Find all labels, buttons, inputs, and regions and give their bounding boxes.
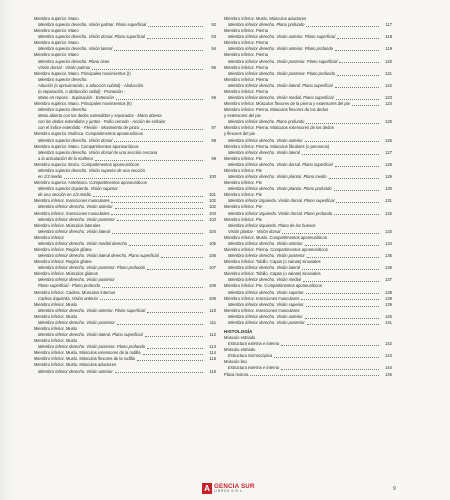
toc-heading: Miembro inferior. Tobillo. Capas (o vainas) sinoviales: [224, 271, 321, 277]
toc-page-number: 139: [385, 295, 392, 301]
toc-page-number: 118: [385, 34, 392, 40]
toc-entry-title: Visión dorsal - Visión palmar: [38, 64, 91, 70]
dot-leader: [301, 298, 379, 300]
toc-page-number: 125: [385, 119, 392, 125]
toc-page-number: 132: [385, 210, 392, 216]
dot-leader: [339, 61, 379, 63]
toc-entry-title: Miembro inferior. Muslo. Músculos flexores de la rodilla: [34, 356, 135, 362]
toc-page-number: 140: [385, 313, 392, 319]
dot-leader: [335, 49, 379, 51]
toc-page-number: 127: [385, 149, 392, 155]
toc-page-number: 119: [385, 46, 392, 52]
toc-entry-title: Miembro inferior derecho. Visión posterior. Plano profundo: [228, 70, 336, 76]
dot-leader: [129, 244, 203, 246]
dot-leader: [147, 311, 203, 313]
dot-leader: [111, 201, 203, 203]
toc-entry: [224, 372, 392, 378]
toc-page-number: 144: [385, 365, 392, 371]
toc-entry-title: Plano superficial - Plano profundo: [38, 283, 101, 289]
toc-entry-title: Miembro inferior derecho. Visión medial: [228, 277, 301, 283]
toc-heading: Miembro superior. Mano: [34, 52, 79, 58]
dot-leader: [305, 244, 379, 246]
toc-subline: Adución (o aproximación, o aducción cubital) - Abducción: [38, 82, 144, 88]
toc-entry-title: Miembro inferior derecho. Visión posterior. Plano superficial: [228, 58, 338, 64]
dot-leader: [147, 37, 203, 39]
toc-page-number: 141: [385, 319, 392, 325]
toc-heading-continuation: Músculo estriado: [224, 347, 256, 353]
toc-entry-title: Miembro inferior derecho. Visión anterior: [38, 368, 113, 374]
dot-leader: [282, 232, 379, 234]
page-number: 9: [393, 486, 396, 492]
publisher-logo: [202, 481, 262, 495]
toc-entry-title: Miembro inferior derecho. Visión dorsal. Plano superficial: [228, 161, 333, 167]
dot-leader: [117, 219, 203, 221]
dot-leader: [337, 37, 379, 39]
toc-page-number: 136: [385, 265, 392, 271]
toc-entry-title: Miembro inferior. Músculos flexores de la pierna y extensores del pie: [224, 101, 350, 107]
toc-page-number: 112: [209, 332, 216, 338]
dot-leader: [305, 140, 379, 142]
toc-heading: Miembro inferior. Pierna. Músculos extensores de los dedos: [224, 125, 334, 131]
dot-leader: [306, 25, 379, 27]
toc-entry-title: Miembro inferior derecho. Visión lateral: [38, 228, 110, 234]
toc-entry-title: Miembro inferior derecho. Visión anterior: [228, 240, 303, 246]
toc-subline: Miembro superior derecho. Visión dorsal de una sección cercana: [38, 149, 158, 155]
toc-heading: Miembro inferior. Pierna: [224, 52, 268, 58]
toc-page-number: 124: [385, 101, 392, 107]
toc-heading: Miembro inferior. Muslo: [34, 338, 78, 344]
toc-entry-title: Miembro superior derecho. Visión palmar. Plano superficial: [38, 22, 147, 28]
toc-entry-title: Estructura externa e interna: [228, 365, 280, 371]
toc-page-number: 97: [211, 125, 216, 131]
toc-page-number: 130: [385, 186, 392, 192]
toc-entry: [34, 369, 216, 375]
toc-page-number: 133: [385, 228, 392, 234]
toc-entry-title: Miembro superior derecho. Visión lateral: [38, 46, 113, 52]
toc-page-number: 145: [385, 371, 392, 377]
dot-leader: [274, 356, 379, 358]
toc-entry-title: Mano en reposo - Supinación - Extensión: [38, 95, 114, 101]
toc-section-heading: HISTOLOGÍA: [224, 328, 253, 334]
toc-subline: Miembro inferior derecho. Visión posterior: [38, 277, 115, 283]
toc-heading: Miembro inferior. Región glútea: [34, 246, 92, 252]
toc-heading: Miembro inferior. Pie. Compartimentos aponeuróticos: [224, 283, 322, 289]
toc-subline: Miembro inferior izquierdo. Plano de los huesos: [228, 222, 316, 228]
toc-page-number: 95: [211, 64, 216, 70]
toc-entry-title: Miembro inferior derecho. Visión medial. Plano superficial: [228, 95, 334, 101]
toc-right-column: [224, 16, 392, 378]
dot-leader: [116, 98, 203, 100]
toc-page-number: 134: [385, 240, 392, 246]
dot-leader: [335, 86, 379, 88]
toc-entry-title: Estructura externa e interna: [228, 341, 280, 347]
toc-entry-title: Miembro inferior. Inserciones musculares: [224, 295, 300, 301]
toc-page-number: 106: [209, 253, 216, 259]
dot-leader: [306, 292, 379, 294]
toc-entry-title: Miembro inferior derecho. Visión anterior. Plano profundo: [228, 46, 333, 52]
toc-page-number: 137: [385, 277, 392, 283]
toc-entry-title: Miembro inferior derecho. Visión plantar. Plano profundo: [228, 186, 332, 192]
toc-page-number: 101: [209, 192, 216, 198]
toc-page-number: 143: [385, 353, 392, 359]
dot-leader: [115, 207, 203, 209]
dot-leader: [137, 359, 203, 361]
toc-entry-title: Miembro inferior derecho. Visión lateral. Plano superficial: [228, 82, 333, 88]
toc-page-number: 98: [211, 137, 216, 143]
toc-page-number: 92: [211, 22, 216, 28]
dot-leader: [92, 68, 203, 70]
toc-entry-title: Miembro inferior derecho. Visión anterior. Plano superficial: [38, 307, 146, 313]
toc-heading-continuation: y flexores del pie: [224, 131, 256, 137]
toc-entry-title: Cadera izquierda. Visión anterior: [38, 295, 99, 301]
dot-leader: [303, 280, 379, 282]
dot-leader: [352, 104, 379, 106]
dot-leader: [114, 49, 203, 51]
toc-entry-title: de una sección en 1/3 medio: [38, 192, 91, 198]
toc-heading: Miembro superior. Mano. Compartimentos aponeuróticos: [34, 143, 139, 149]
toc-heading: Miembro inferior: [34, 234, 64, 240]
toc-heading: Miembro superior. Antebrazo. Compartimentos aponeuróticos: [34, 180, 147, 186]
toc-heading-continuation: y extensores del pie: [224, 113, 261, 119]
toc-heading: Miembro inferior. Muslo: [34, 313, 78, 319]
toc-entry-title: Miembro inferior derecho. Visión anterior: [228, 313, 303, 319]
toc-heading: Miembro inferior. Pierna: [224, 88, 268, 94]
toc-heading-continuation: Músculo estriado: [224, 335, 256, 341]
toc-heading: Miembro inferior. Pierna: [224, 40, 268, 46]
toc-entry: [224, 320, 392, 326]
toc-heading: Miembro inferior. Músculos laterales: [34, 222, 101, 228]
toc-entry-title: Miembro inferior derecho. Visión superior: [228, 301, 304, 307]
dot-leader: [335, 165, 379, 167]
toc-subline: (o separación, o abducción radial) - Pronación -: [38, 88, 126, 94]
toc-page-number: 108: [209, 283, 216, 289]
dot-leader: [145, 335, 203, 337]
toc-heading: Miembro inferior. Muslo: [34, 325, 78, 331]
toc-entry-title: Miembro inferior derecho. Visión posterior: [228, 253, 305, 259]
toc-heading-continuation: Músculo liso: [224, 359, 247, 365]
toc-heading: Miembro inferior. Pierna: [224, 28, 268, 34]
dot-leader: [93, 195, 203, 197]
toc-page-number: 114: [209, 350, 216, 356]
toc-heading: Miembro inferior. Pierna. Músculos flexores de los dedos: [224, 107, 329, 113]
toc-page-number: 103: [209, 210, 216, 216]
toc-page-number: 102: [209, 198, 216, 204]
toc-page-number: 110: [209, 307, 216, 313]
toc-heading: Miembro inferior. Pie: [224, 167, 262, 173]
dot-leader: [117, 323, 203, 325]
toc-heading: Miembro inferior. Muslo. Músculos aductores: [224, 16, 307, 21]
toc-heading: Miembro superior. Mano: [34, 28, 79, 34]
toc-heading: Miembro inferior. Región glútea: [34, 259, 92, 265]
toc-entry-title: Placa motora: [224, 371, 249, 377]
toc-entry-title: Miembro inferior derecho. Visión lateral: [228, 265, 300, 271]
toc-page-number: 126: [385, 137, 392, 143]
toc-entry-title: Miembro inferior derecho. Visión lateral. Plano superficial: [38, 332, 143, 338]
toc-heading: Miembro superior. Mano. Principales movimientos (II): [34, 101, 132, 107]
toc-entry-title: Miembro inferior derecho. Visión posterior: [38, 216, 115, 222]
toc-heading: Miembro inferior. Muslo. Músculos aductores: [34, 362, 117, 368]
dot-leader: [141, 128, 203, 130]
logo-badge: A: [202, 483, 212, 494]
toc-page-number: 96: [211, 95, 216, 101]
dot-leader: [306, 122, 379, 124]
toc-page-number: 105: [209, 240, 216, 246]
toc-page-number: 109: [209, 295, 216, 301]
toc-page-number: 117: [385, 22, 392, 28]
toc-page-number: 115: [209, 356, 216, 362]
toc-heading: Miembro inferior. Muslo. Compartimentos aponeuróticos: [224, 234, 327, 240]
toc-heading: Miembro inferior. Muslo: [34, 301, 78, 307]
toc-heading: Miembro inferior. Pie: [224, 155, 262, 161]
toc-subline: Miembro superior izquierdo. Visión superior: [38, 186, 118, 192]
toc-page-number: 138: [385, 289, 392, 295]
dot-leader: [281, 344, 379, 346]
toc-entry-title: Visión plantar - Visión dorsal: [228, 228, 281, 234]
toc-page-number: 135: [385, 253, 392, 259]
toc-subline: Miembro superior derecho.: [38, 76, 88, 82]
toc-entry-title: Miembro inferior izquierdo. Visión dorsal. Plano profundo: [228, 210, 333, 216]
dot-leader: [147, 347, 203, 349]
dot-leader: [147, 268, 203, 270]
dot-leader: [148, 25, 203, 27]
toc-heading: Miembro inferior. Inserciones musculares: [224, 307, 300, 313]
toc-heading: Miembro inferior. Pie: [224, 192, 262, 198]
toc-heading: Miembro superior. Brazo. Compartimentos aponeuróticos: [34, 161, 139, 167]
toc-page-number: 120: [385, 58, 392, 64]
dot-leader: [336, 98, 379, 100]
toc-entry-title: Miembro inferior. Muslo. Músculos extensores de la rodilla: [34, 350, 141, 356]
toc-page-number: 99: [211, 155, 216, 161]
toc-heading: Miembro superior. Muñeca. Compartimentos aponeuróticos: [34, 131, 143, 137]
dot-leader: [250, 374, 379, 376]
dot-leader: [336, 201, 379, 203]
toc-entry-title: Estructura microscópica: [228, 353, 273, 359]
toc-heading: Miembro inferior. Pie: [224, 204, 262, 210]
toc-heading: Miembro superior. Mano. Principales movimientos (I): [34, 70, 131, 76]
toc-page-number: 116: [209, 368, 216, 374]
toc-page-number: 139: [385, 301, 392, 307]
dot-leader: [111, 213, 203, 215]
toc-page-number: 104: [209, 228, 216, 234]
toc-entry-title: Miembro inferior. Inserciones musculares: [34, 210, 110, 216]
dot-leader: [100, 298, 203, 300]
toc-heading: Miembro inferior. Pierna: [224, 64, 268, 70]
toc-page-number: 93: [211, 34, 216, 40]
logo-name: GENCIA SUR: [214, 482, 255, 490]
toc-page-number: 131: [385, 198, 392, 204]
toc-subline: Miembro superior derecho.: [38, 107, 88, 113]
toc-subline: Mano abierta con los dedos extendidos y separados - Mano abierta: [38, 113, 162, 119]
toc-heading: Miembro inferior. Pie: [224, 216, 262, 222]
toc-entry-title: en 1/3 medio: [38, 174, 62, 180]
toc-entry-title: Miembro inferior derecho. Visión superior: [228, 289, 304, 295]
toc-entry-title: Miembro inferior derecho. Visión posterior. Plano profundo: [38, 344, 146, 350]
toc-entry-title: Miembro inferior derecho. Visión plantar. Plano medio: [228, 174, 327, 180]
toc-page-number: 102: [209, 204, 216, 210]
toc-entry-title: Miembro inferior derecho. Visión anterior. Plano superficial: [228, 34, 336, 40]
toc-heading: Miembro superior. Mano: [34, 16, 79, 21]
dot-leader: [329, 177, 379, 179]
toc-entry-title: a la articulación de la muñeca: [38, 155, 93, 161]
toc-subline: Miembro superior derecho. Visión superior de una sección: [38, 167, 145, 173]
toc-heading: Miembro inferior. Pierna. Compartimentos aponeuróticos: [224, 246, 328, 252]
toc-page-number: 128: [385, 161, 392, 167]
dot-leader: [143, 353, 203, 355]
toc-subline: Miembro superior derecho. Plano óseo: [38, 58, 110, 64]
dot-leader: [112, 232, 203, 234]
dot-leader: [64, 177, 203, 179]
logo-text: [214, 483, 255, 494]
toc-page-number: 129: [385, 174, 392, 180]
toc-entry-title: Miembro inferior derecho. Visión lateral: [228, 149, 300, 155]
toc-heading: Miembro inferior. Músculos glúteos: [34, 271, 98, 277]
dot-leader: [302, 153, 379, 155]
toc-entry-title: Miembro inferior derecho. Visión medial derecho: [38, 240, 127, 246]
toc-entry-title: Miembro inferior derecho. Visión posterior. Plano profundo: [38, 265, 146, 271]
toc-heading: Miembro inferior. Cadera. Músculos internos: [34, 289, 116, 295]
toc-heading: Miembro inferior. Pierna: [224, 76, 268, 82]
dot-leader: [306, 305, 379, 307]
toc-entry-title: Miembro inferior derecho. Visión posterior: [38, 319, 115, 325]
logo-subtitle: LIBROS S.R.L.: [214, 489, 244, 494]
toc-entry-title: Miembro inferior izquierdo. Visión dorsal. Plano superficial: [228, 198, 335, 204]
dot-leader: [305, 317, 379, 319]
toc-heading: Miembro superior. Mano: [34, 40, 79, 46]
dot-leader: [115, 371, 203, 373]
toc-page-number: 123: [385, 95, 392, 101]
toc-page-number: 111: [209, 319, 216, 325]
toc-page-number: 142: [385, 341, 392, 347]
toc-entry-title: Miembro inferior derecho. Visión posterior: [228, 319, 305, 325]
toc-heading: Miembro inferior. Pie: [224, 180, 262, 186]
toc-page-number: 100: [209, 174, 216, 180]
toc-entry-title: Miembro superior derecho. Visión dorsal. Plano superficial: [38, 34, 145, 40]
toc-entry-title: Miembro inferior derecho. Visión anterior: [228, 137, 303, 143]
toc-page-number: 113: [209, 344, 216, 350]
toc-subline: con los dedos extendidos y juntos - Puño cerrado - Acción de señalar: [38, 119, 166, 125]
toc-entry-title: Miembro inferior. Inserciones musculares: [34, 198, 110, 204]
dot-leader: [114, 140, 203, 142]
toc-page-number: 122: [385, 82, 392, 88]
toc-entry-title: Miembro superior derecho. Visión dorsal: [38, 137, 113, 143]
toc-entry-title: con el índice extendido - Flexión - Movimiento de pinza: [38, 125, 140, 131]
dot-leader: [102, 286, 203, 288]
dot-leader: [334, 189, 379, 191]
dot-leader: [161, 256, 203, 258]
dot-leader: [337, 74, 379, 76]
toc-page-number: 107: [209, 265, 216, 271]
toc-entry-title: Miembro inferior derecho. Visión anterior: [38, 204, 113, 210]
toc-page-number: 103: [209, 216, 216, 222]
toc-page-number: 121: [385, 70, 392, 76]
toc-entry-title: Miembro inferior derecho. Plano profundo: [228, 119, 305, 125]
toc-entry-title: Miembro inferior derecho. Plano profundo: [228, 22, 305, 28]
toc-entry-title: Miembro inferior derecho. Visión lateral derecho. Plano superficial: [38, 253, 159, 259]
toc-heading: Miembro inferior. Tobillo. Capas (o vainas) sinoviales: [224, 259, 321, 265]
toc-heading: Miembro inferior. Pierna. Músculos fibulares (o peroneos): [224, 143, 330, 149]
dot-leader: [302, 268, 379, 270]
dot-leader: [307, 323, 379, 325]
toc-page-number: 94: [211, 46, 216, 52]
dot-leader: [307, 256, 379, 258]
dot-leader: [334, 213, 379, 215]
dot-leader: [281, 368, 379, 370]
dot-leader: [95, 159, 203, 161]
toc-left-column: [34, 16, 216, 375]
